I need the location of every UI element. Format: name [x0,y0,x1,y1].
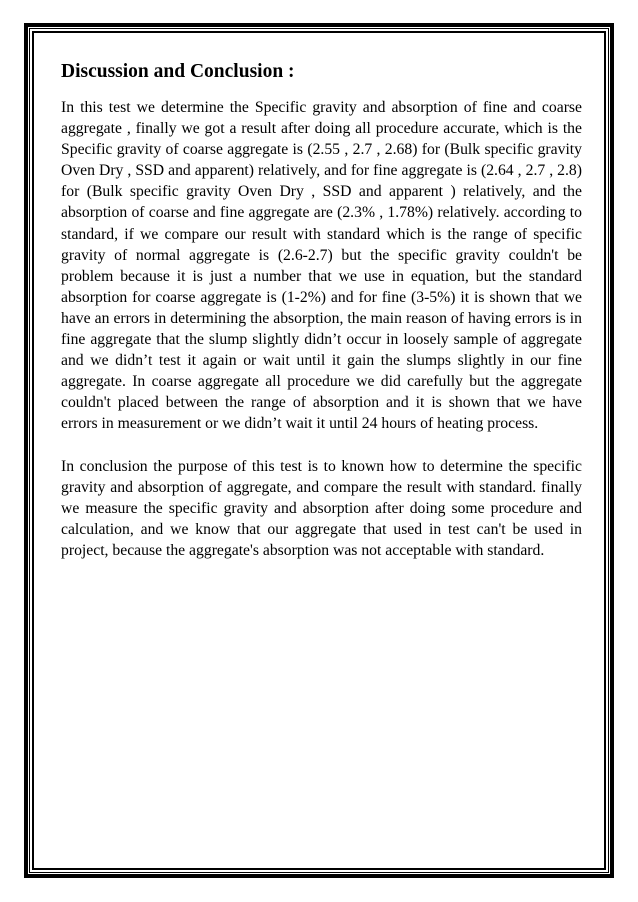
document-body [61,56,582,561]
section-heading: Discussion and Conclusion : [61,61,295,82]
conclusion-paragraph: In conclusion the purpose of this test is to known how to determine the specific gravity and absorption of aggregate, and compare the result with standard. finally we measure the specific gravity and absorption after doing some procedure and calculation, and we know that our aggregate that used in test can't be used in project, because the aggregate's absorption was not acceptable with standard. [61,457,582,559]
discussion-paragraph: In this test we determine the Specific gravity and absorption of fine and coarse aggregate , finally we got a result after doing all procedure accurate, which is the Specific gravity of coarse aggregate is (2.55 , 2.7 , 2.68) for (Bulk specific gravity Oven Dry , SSD and apparent) relatively, and for fine aggregate is (2.64 , 2.7 , 2.8) for (Bulk specific gravity Oven Dry , SSD and apparent ) relatively, and the absorption of coarse and fine aggregate are (2.3% , 1.78%) relatively. according to standard, if we compare our result with standard which is the range of specific gravity of normal aggregate is (2.6-2.7) but the specific gravity couldn't be problem because it is just a number that we use in equation, but the standard absorption for coarse aggregate is (1-2%) and for fine (3-5%) it is shown that we have an errors in determining the absorption, the main reason of having errors is in fine aggregate that the slump slightly didn’t occur in loosely sample of aggregate and we didn’t test it again or wait until it gain the slumps slightly in our fine aggregate. In coarse aggregate all procedure we did carefully but the aggregate couldn't placed between the range of absorption and it is shown that we have errors in measurement or we didn’t wait it until 24 hours of heating process. [61,99,582,433]
